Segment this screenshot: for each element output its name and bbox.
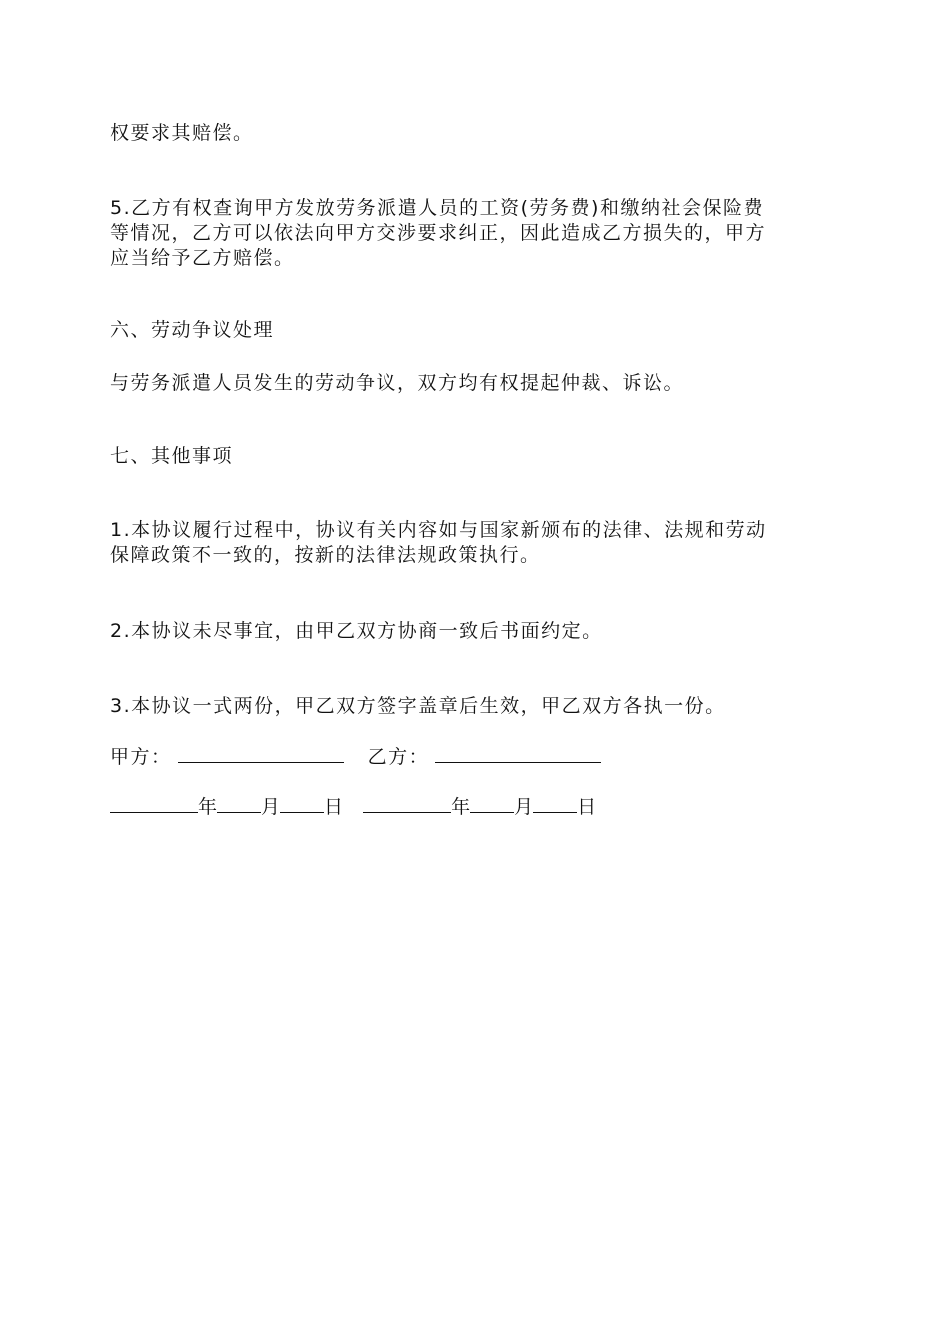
- party-b-year-label: 年: [451, 796, 471, 818]
- clause-7-1-line-2: 保障政策不一致的，按新的法律法规政策执行。: [110, 544, 541, 566]
- section-7-heading: 七、其他事项: [110, 445, 234, 467]
- party-b-day-blank: [533, 794, 577, 813]
- section-6-heading: 六、劳动争议处理: [110, 319, 275, 341]
- clause-7-2: 2.本协议未尽事宜，由甲乙双方协商一致后书面约定。: [110, 620, 603, 642]
- signature-line: [110, 744, 850, 769]
- party-b-label: 乙方：: [367, 746, 430, 768]
- clause-5-line-1: 5.乙方有权查询甲方发放劳务派遣人员的工资(劳务费)和缴纳社会保险费: [110, 197, 764, 219]
- party-b-month-label: 月: [514, 796, 534, 818]
- party-a-day-label: 日: [324, 796, 344, 818]
- date-line: [110, 794, 850, 819]
- party-a-label: 甲方：: [110, 746, 172, 768]
- clause-5-line-3: 应当给予乙方赔偿。: [110, 247, 295, 269]
- paragraph-continuation: 权要求其赔偿。: [110, 122, 254, 144]
- clause-7-3: 3.本协议一式两份，甲乙双方签字盖章后生效，甲乙双方各执一份。: [110, 695, 726, 717]
- section-6-body: 与劳务派遣人员发生的劳动争议，双方均有权提起仲裁、诉讼。: [110, 372, 685, 394]
- party-a-month-blank: [217, 794, 261, 813]
- clause-5-line-2: 等情况，乙方可以依法向甲方交涉要求纠正，因此造成乙方损失的，甲方: [110, 222, 767, 244]
- clause-7-1-line-1: 1.本协议履行过程中，协议有关内容如与国家新颁布的法律、法规和劳动: [110, 519, 767, 541]
- party-b-signature-blank: [435, 744, 601, 763]
- party-a-day-blank: [280, 794, 324, 813]
- party-a-year-label: 年: [198, 796, 218, 818]
- party-b-month-blank: [470, 794, 514, 813]
- party-a-month-label: 月: [261, 796, 281, 818]
- party-b-year-blank: [363, 794, 451, 813]
- party-a-year-blank: [110, 794, 198, 813]
- party-b-day-label: 日: [577, 796, 597, 818]
- party-a-signature-blank: [178, 744, 344, 763]
